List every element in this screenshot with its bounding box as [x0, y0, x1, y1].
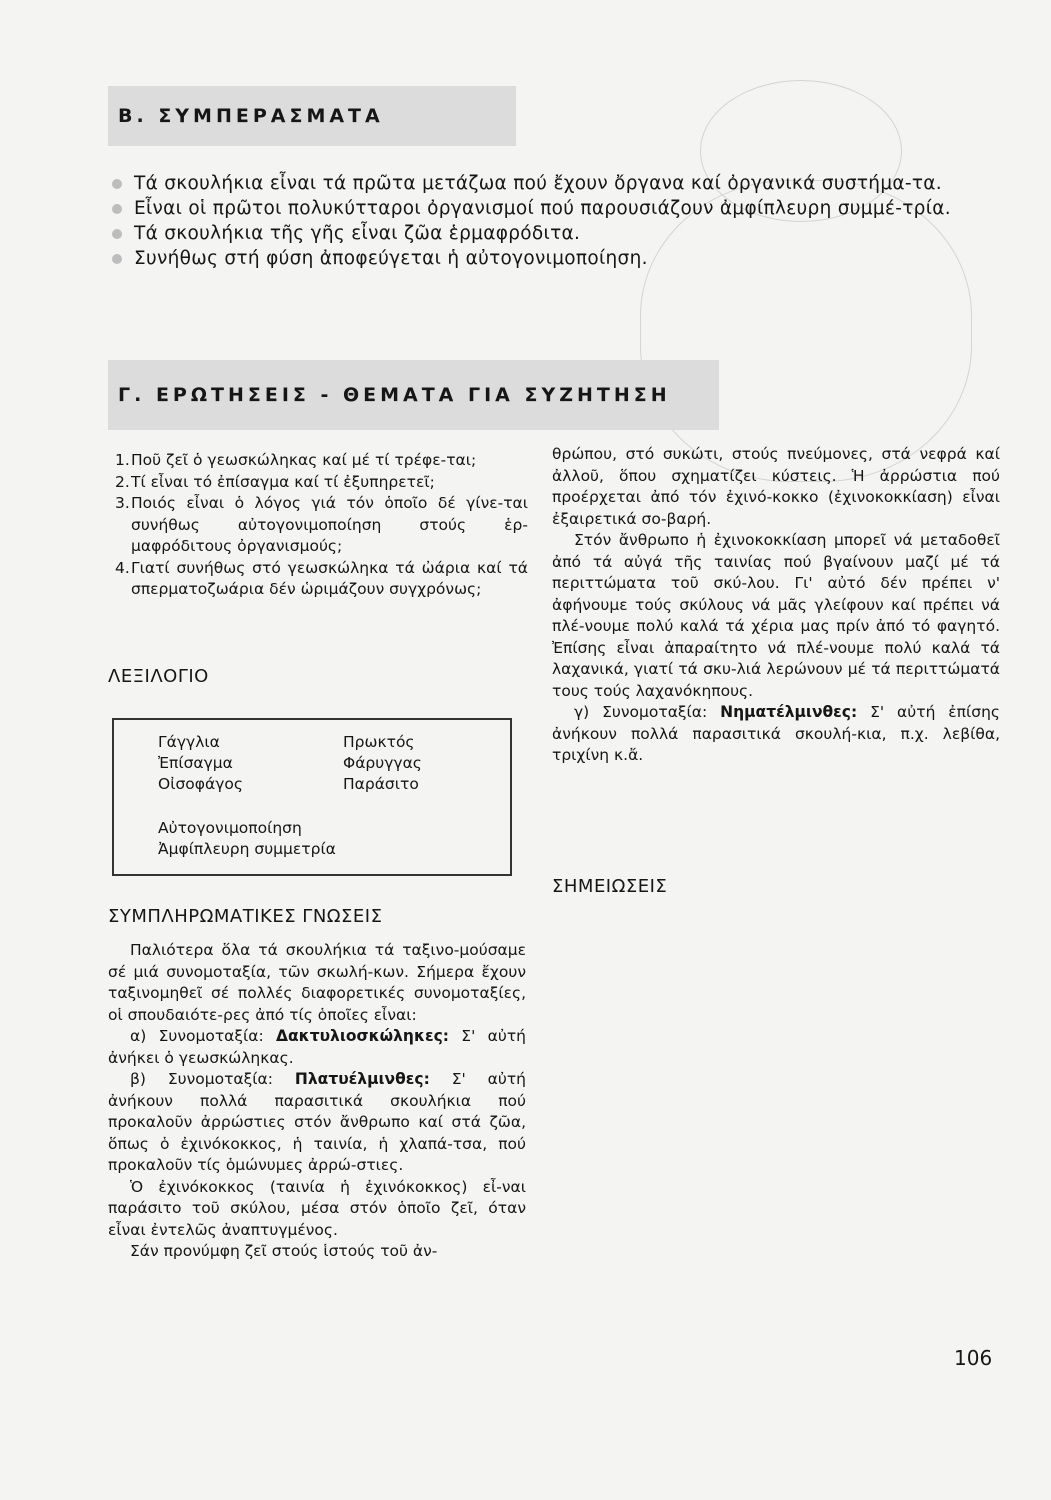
section-c-heading: Γ. ΕΡΩΤΗΣΕΙΣ - ΘΕΜΑΤΑ ΓΙΑ ΣΥΖΗΤΗΣΗ [108, 360, 719, 430]
question-item: 4. Γιατί συνήθως στό γεωσκώληκα τά ὠάρια καί τά σπερματοζωάρια δέν ὡριμάζουν συγχρόνως; [115, 558, 528, 598]
notes-title: ΣΗΜΕΙΩΣΕΙΣ [552, 876, 668, 897]
glossary-term: Αὐτογονιμοποίηση [158, 819, 302, 837]
glossary-term: Παράσιτο [343, 775, 419, 793]
glossary-term: Γάγγλια [158, 733, 220, 751]
glossary-bottom [158, 818, 336, 860]
question-item: 3. Ποιός εἶναι ὁ λόγος γιά τόν ὁποῖο δέ γίνε-ται συνήθως αὐτογονιμοποίηση στούς ἑρ-μαφρόδιτους ὀργανισμούς; [115, 494, 528, 555]
complementary-intro: Παλιότερα ὅλα τά σκουλήκια τά ταξινο-μούσαμε σέ μιά συνομοταξία, τῶν σκωλή-κων. Σήμερα ἔχουν ταξινομηθεῖ σέ πολλές διαφορετικές συνομοταξίες, οἱ σπουδαιότε-ρες ἀπό τίς ὁποῖες εἶναι: [108, 941, 526, 1024]
glossary-column-2 [343, 732, 422, 795]
complementary-title: ΣΥΜΠΛΗΡΩΜΑΤΙΚΕΣ ΓΝΩΣΕΙΣ [108, 906, 383, 927]
glossary-box [112, 718, 512, 876]
bullet-icon [112, 229, 122, 239]
glossary-term: Ἀμφίπλευρη συμμετρία [158, 840, 336, 858]
questions-column [108, 450, 528, 601]
echinococcus-paragraph: Ὁ ἐχινόκοκκος (ταινία ἡ ἐχινόκοκκος) εἶ-ναι παράσιτο τοῦ σκύλου, μέσα στόν ὁποῖο ζεῖ, όταν εἶναι ἐντελῶς ἀναπτυγμένος. [108, 1177, 526, 1239]
larva-paragraph: Σάν προνύμφη ζεῖ στούς ἱστούς τοῦ ἀν- [130, 1242, 438, 1260]
list-item: Τά σκουλήκια εἶναι τά πρῶτα μετάζωα πού ἔχουν ὄργανα καί ὀργανικά συστήμα-τα. [108, 172, 958, 195]
complementary-body [108, 940, 526, 1263]
transmission-paragraph: Στόν ἄνθρωπο ἡ ἐχινοκοκκίαση μπορεῖ νά μεταδοθεῖ ἀπό τά αὐγά τῆς ταινίας πού βγαίνουν μαζί μέ τά περιττώματα τοῦ σκύ-λου. Γι' αὐτό δέν πρέπει ν' ἀφήνουμε τούς σκύλους νά μᾶς γλείφουν καί πρέπει νά πλέ-νουμε πολύ καλά τά χέρια μας πρίν ἀπό τό φαγητό. Ἐπίσης εἶναι ἀπαραίτητο νά πλέ-νουμε πολύ καλά τά λαχανικά, γιατί τά σκυ-λιά λερώνουν μέ τά περιττώματά τους τούς λαχανόκηπους. [552, 531, 1000, 700]
conclusions-list [108, 172, 958, 272]
phylum-a-paragraph: α) Συνομοταξία: Δακτυλιοσκώληκες: Σ' αὐτή ἀνήκει ὁ γεωσκώληκας. [108, 1027, 526, 1067]
list-item: Τά σκουλήκια τῆς γῆς εἶναι ζῶα ἑρμαφρόδιτα. [108, 222, 958, 245]
phylum-b-paragraph: β) Συνομοταξία: Πλατυέλμινθες: Σ' αὐτή ἀνήκουν πολλά παρασιτικά σκουλήκια πού προκαλοῦν ἀρρώστιες στόν ἄνθρωπο καί στά ζῶα, ὅπως ὁ ἐχινόκοκκος, ἡ ταινία, ἡ χλαπά-τσα, πού προκαλοῦν τίς ὁμώνυμες ἀρρώ-στιες. [108, 1070, 527, 1174]
list-item: Συνήθως στή φύση ἀποφεύγεται ἡ αὐτογονιμοποίηση. [108, 247, 958, 270]
glossary-term: Πρωκτός [343, 733, 415, 751]
question-item: 2. Τί εἶναι τό ἐπίσαγμα καί τί ἐξυπηρετεῖ; [115, 472, 435, 491]
glossary-term: Ἐπίσαγμα [158, 754, 233, 772]
bullet-icon [112, 179, 122, 189]
question-item: 1. Ποῦ ζεῖ ὁ γεωσκώληκας καί μέ τί τρέφε-ται; [115, 451, 477, 469]
right-column [552, 444, 1000, 767]
glossary-term: Φάρυγγας [343, 754, 422, 772]
section-b-heading: Β. ΣΥΜΠΕΡΑΣΜΑΤΑ [108, 86, 516, 146]
phylum-c-paragraph: γ) Συνομοταξία: Νηματέλμινθες: Σ' αὐτή ἐπίσης ἀνήκουν πολλά παρασιτικά σκουλή-κια, π.χ. λεβίθα, τριχίνη κ.ἄ. [552, 703, 1000, 764]
bullet-icon [112, 204, 122, 214]
page-number: 106 [954, 1346, 993, 1370]
glossary-term: Οἰσοφάγος [158, 775, 243, 793]
questions-list [108, 450, 528, 601]
list-item: Εἶναι οἱ πρῶτοι πολυκύτταροι ὀργανισμοί πού παρουσιάζουν ἀμφίπλευρη συμμέ-τρία. [108, 197, 958, 220]
continuation-paragraph: θρώπου, στό συκώτι, στούς πνεύμονες, στά νεφρά καί ἀλλοῦ, ὅπου σχηματίζει κύστεις. Ἡ ἀρρώστια πού προέρχεται ἀπό τόν ἐχινό-κοκκο (ἐχινοκοκκίαση) εἶναι ἐξαιρετικά σο-βαρή. [552, 445, 1000, 528]
glossary-column-1 [158, 732, 243, 795]
bullet-icon [112, 254, 122, 264]
glossary-title: ΛΕΞΙΛΟΓΙΟ [108, 666, 209, 687]
